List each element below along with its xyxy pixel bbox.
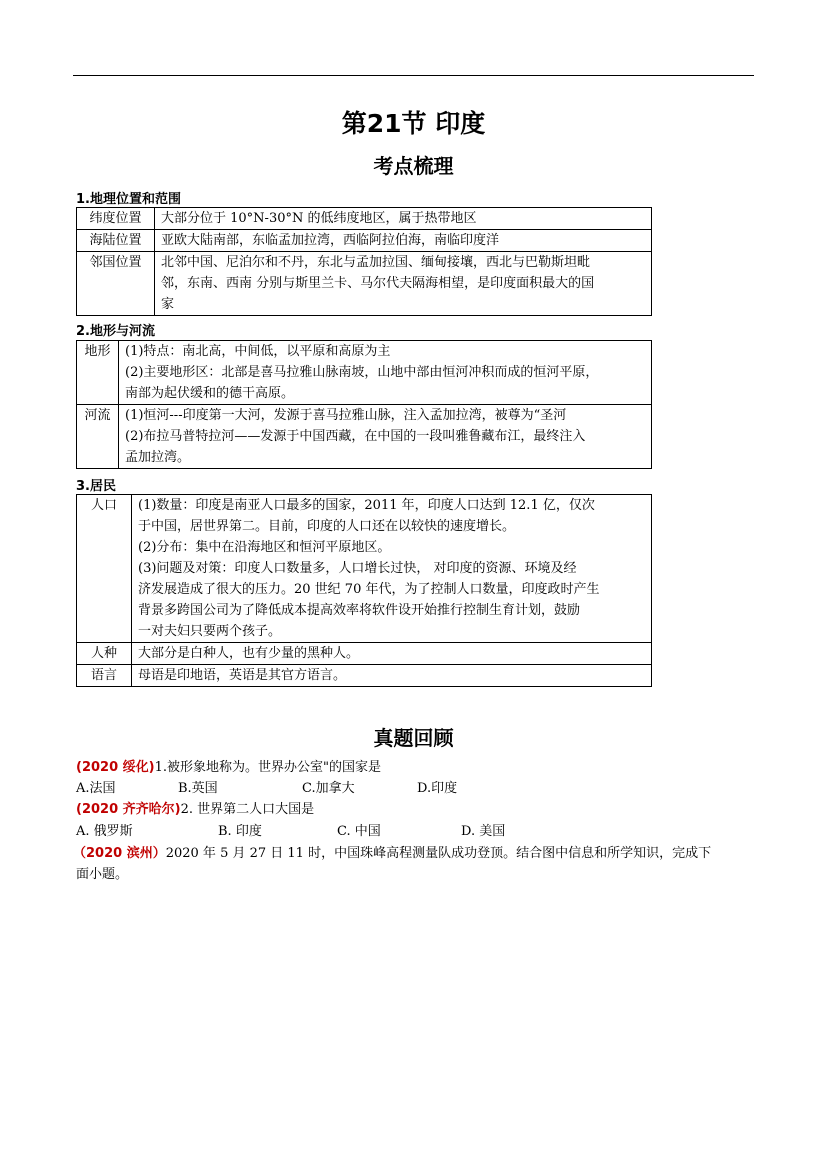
text-line: (2)布拉马普特拉河——发源于中国西藏，在中国的一段叫雅鲁藏布江，最终注入 (125, 429, 586, 444)
option-d: D.印度 (417, 781, 458, 796)
table-row (77, 643, 652, 665)
question-source-tag: (2020 齐齐哈尔) (76, 802, 181, 817)
text-line: (2)分布：集中在沿海地区和恒河平原地区。 (138, 540, 391, 555)
row-text (119, 405, 652, 469)
row-text (155, 252, 652, 316)
question-3 (73, 843, 711, 864)
text-line: 北邻中国、尼泊尔和不丹，东北与孟加拉国、缅甸接壤，西北与巴勒斯坦毗 (161, 255, 591, 270)
row-label: 地形 (77, 341, 119, 405)
option-a: A. 俄罗斯 (76, 824, 133, 839)
option-a: A.法国 (76, 781, 116, 796)
section-title-location: 1.地理位置和范围 (76, 192, 181, 207)
section-heading-review-points: 考点梳理 (373, 154, 454, 178)
text-line: (2)主要地形区：北部是喜马拉雅山脉南坡，山地中部由恒河冲积而成的恒河平原， (125, 365, 599, 380)
row-text: 母语是印地语，英语是其官方语言。 (132, 665, 652, 687)
question-3-continued: 面小题。 (76, 867, 129, 882)
option-b: B.英国 (178, 781, 218, 796)
row-label: 海陆位置 (77, 230, 155, 252)
row-label: 人种 (77, 643, 132, 665)
row-label: 纬度位置 (77, 208, 155, 230)
row-label: 人口 (77, 495, 132, 643)
question-source-tag: (2020 绥化) (76, 760, 155, 775)
option-b: B. 印度 (218, 824, 262, 839)
question-text: 2020 年 5 月 27 日 11 时，中国珠峰高程测量队成功登顶。结合图中信息和所学知识，完成下 (165, 846, 712, 861)
text-line: 于中国，居世界第二。目前，印度的人口还在以较快的速度增长。 (138, 519, 516, 534)
text-line: (3)问题及对策：印度人口数量多，人口增长过快， 对印度的资源、环境及经 (138, 561, 577, 576)
row-label: 邻国位置 (77, 252, 155, 316)
text-line: (1)数量：印度是南亚人口最多的国家，2011 年，印度人口达到 12.1 亿，仅次 (138, 498, 595, 513)
table-row (77, 405, 652, 469)
question-2-options (76, 821, 505, 842)
row-text (132, 495, 652, 643)
text-line: 邻，东南、西南 分别与斯里兰卡、马尔代夫隔海相望，是印度面积最大的国 (161, 276, 595, 291)
row-text (119, 341, 652, 405)
question-1-options (76, 778, 457, 799)
section-title-terrain: 2.地形与河流 (76, 324, 155, 339)
table-row (77, 252, 652, 316)
table-row (77, 230, 652, 252)
text-line: 背景多跨国公司为了降低成本提高效率将软件设开始推行控制生育计划，鼓励 (138, 603, 581, 618)
text-line: 济发展造成了很大的压力。20 世纪 70 年代，为了控制人口数量，印度政时产生 (138, 582, 600, 597)
question-1 (76, 757, 381, 778)
row-label: 语言 (77, 665, 132, 687)
option-d: D. 美国 (461, 824, 506, 839)
option-c: C. 中国 (337, 824, 381, 839)
text-line: (1)恒河---印度第一大河，发源于喜马拉雅山脉，注入孟加拉湾，被尊为“圣河 (125, 408, 567, 423)
table-row (77, 495, 652, 643)
text-line: (1)特点：南北高，中间低，以平原和高原为主 (125, 344, 391, 359)
text-line: 家 (161, 297, 175, 312)
question-text: 2. 世界第二人口大国是 (180, 802, 315, 817)
question-2 (76, 799, 314, 820)
row-text: 大部分位于 10°N-30°N 的低纬度地区，属于热带地区 (155, 208, 652, 230)
text-line: 一对夫妇只要两个孩子。 (138, 624, 282, 639)
terrain-table (76, 340, 652, 469)
section-title-residents: 3.居民 (76, 479, 116, 494)
residents-table (76, 494, 652, 687)
question-source-tag: （2020 滨州） (73, 846, 166, 861)
text-line: 南部为起伏缓和的德干高原。 (125, 386, 295, 401)
header-rule (73, 75, 754, 76)
option-c: C.加拿大 (302, 781, 355, 796)
question-text: 1.被形象地称为。世界办公室"的国家是 (154, 760, 381, 775)
location-table (76, 207, 652, 316)
table-row (77, 665, 652, 687)
row-text: 大部分是白种人，也有少量的黑种人。 (132, 643, 652, 665)
row-text: 亚欧大陆南部，东临孟加拉湾，西临阿拉伯海，南临印度洋 (155, 230, 652, 252)
section-heading-past-exams: 真题回顾 (373, 726, 454, 750)
page-title: 第21节 印度 (341, 109, 486, 138)
table-row (77, 341, 652, 405)
text-line: 孟加拉湾。 (125, 450, 191, 465)
table-row (77, 208, 652, 230)
row-label: 河流 (77, 405, 119, 469)
